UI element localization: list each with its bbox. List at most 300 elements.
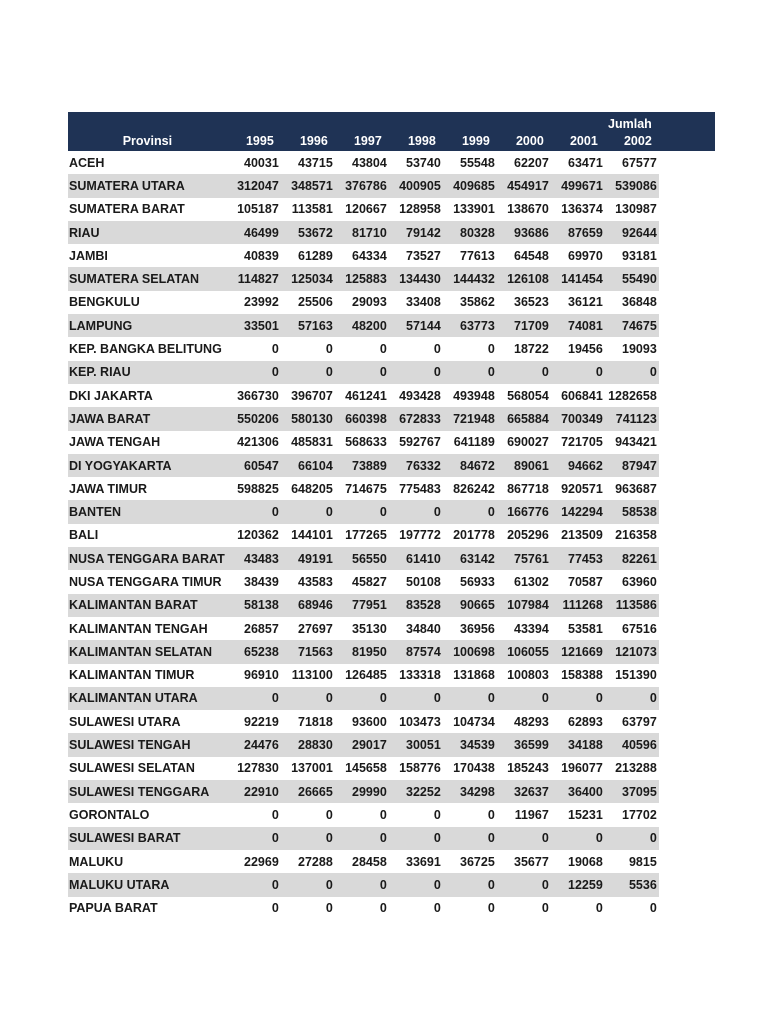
value-cell: 58538 — [605, 500, 659, 523]
value-cell: 700349 — [551, 407, 605, 430]
value-cell: 34840 — [406, 621, 441, 636]
value-cell: 64334 — [352, 248, 387, 263]
value-cell: 35862 — [460, 295, 495, 310]
table-row — [68, 221, 715, 244]
value-cell: 63797 — [622, 714, 657, 729]
empty-cell — [659, 407, 715, 430]
value-cell: 83528 — [389, 594, 443, 617]
value-cell: 107984 — [497, 594, 551, 617]
table-row — [68, 174, 715, 197]
empty-cell — [659, 803, 715, 826]
value-cell: 11967 — [514, 807, 549, 822]
province-cell: JAWA TENGAH — [69, 435, 161, 450]
province-cell: KALIMANTAN SELATAN — [68, 640, 227, 663]
value-cell: 0 — [487, 807, 495, 822]
value-cell: 71563 — [281, 640, 335, 663]
table-row — [68, 640, 715, 663]
value-cell: 213288 — [615, 761, 657, 776]
value-cell: 867718 — [507, 481, 549, 496]
value-cell: 144432 — [443, 267, 497, 290]
empty-cell — [659, 780, 715, 803]
empty-cell — [659, 757, 715, 780]
province-data-table — [68, 112, 715, 920]
value-cell: 0 — [335, 687, 389, 710]
value-cell: 32637 — [497, 780, 551, 803]
value-cell: 0 — [443, 500, 497, 523]
value-cell: 36848 — [622, 295, 657, 310]
value-cell: 69970 — [568, 248, 603, 263]
province-cell: BENGKULU — [69, 295, 140, 310]
table-body — [68, 151, 715, 920]
table-row — [68, 431, 715, 454]
value-cell: 34539 — [443, 733, 497, 756]
value-cell: 12259 — [551, 873, 605, 896]
value-cell: 92219 — [244, 714, 279, 729]
value-cell: 0 — [227, 827, 281, 850]
value-cell: 74675 — [605, 314, 659, 337]
value-cell: 66104 — [281, 454, 335, 477]
value-cell: 62893 — [568, 714, 603, 729]
value-cell: 87659 — [551, 221, 605, 244]
value-cell: 111268 — [551, 594, 605, 617]
value-cell: 68946 — [281, 594, 335, 617]
table-row — [68, 454, 715, 477]
value-cell: 29017 — [335, 733, 389, 756]
province-cell: KALIMANTAN BARAT — [68, 594, 227, 617]
value-cell: 0 — [335, 361, 389, 384]
table-row — [68, 733, 715, 756]
value-cell: 50108 — [406, 574, 441, 589]
value-cell: 0 — [389, 687, 443, 710]
empty-cell — [659, 547, 715, 570]
value-cell: 648205 — [291, 481, 333, 496]
value-cell: 106055 — [497, 640, 551, 663]
value-cell: 137001 — [291, 761, 333, 776]
value-cell: 33408 — [406, 295, 441, 310]
value-cell: 141454 — [551, 267, 605, 290]
value-cell: 61410 — [389, 547, 443, 570]
value-cell: 38439 — [244, 574, 279, 589]
province-cell: JAWA TIMUR — [69, 481, 148, 496]
value-cell: 0 — [389, 361, 443, 384]
value-cell: 27697 — [298, 621, 333, 636]
value-cell: 485831 — [291, 435, 333, 450]
value-cell: 0 — [487, 342, 495, 357]
value-cell: 63142 — [443, 547, 497, 570]
value-cell: 197772 — [399, 528, 441, 543]
value-cell: 400905 — [389, 174, 443, 197]
value-cell: 454917 — [497, 174, 551, 197]
value-cell: 73889 — [335, 454, 389, 477]
value-cell: 22969 — [244, 854, 279, 869]
value-cell: 93181 — [622, 248, 657, 263]
value-cell: 0 — [443, 827, 497, 850]
value-cell: 568054 — [507, 388, 549, 403]
value-cell: 142294 — [551, 500, 605, 523]
value-cell: 0 — [325, 901, 333, 916]
value-cell: 0 — [605, 361, 659, 384]
value-cell: 133318 — [399, 668, 441, 683]
value-cell: 35130 — [352, 621, 387, 636]
table-row — [68, 151, 715, 174]
value-cell: 126485 — [345, 668, 387, 683]
province-cell: MALUKU — [69, 854, 124, 869]
value-cell: 0 — [443, 687, 497, 710]
value-cell: 0 — [281, 873, 335, 896]
value-cell: 0 — [433, 807, 441, 822]
year-column-header: 2000 — [497, 131, 551, 151]
table-row — [68, 710, 715, 733]
value-cell: 63471 — [568, 155, 603, 170]
header-filler — [659, 131, 715, 151]
value-cell: 93686 — [497, 221, 551, 244]
value-cell: 0 — [281, 827, 335, 850]
value-cell: 348571 — [281, 174, 335, 197]
value-cell: 94662 — [551, 454, 605, 477]
value-cell: 196077 — [561, 761, 603, 776]
value-cell: 36121 — [568, 295, 603, 310]
province-cell: JAMBI — [69, 248, 108, 263]
province-cell: SUMATERA UTARA — [68, 174, 227, 197]
table-row — [68, 570, 715, 593]
table-row — [68, 198, 715, 221]
value-cell: 53672 — [281, 221, 335, 244]
value-cell: 81950 — [335, 640, 389, 663]
empty-cell — [659, 291, 715, 314]
empty-cell — [659, 477, 715, 500]
table-row — [68, 850, 715, 873]
value-cell: 90665 — [443, 594, 497, 617]
value-cell: 125034 — [281, 267, 335, 290]
value-cell: 0 — [325, 342, 333, 357]
table-row — [68, 337, 715, 360]
value-cell: 104734 — [453, 714, 495, 729]
value-cell: 0 — [335, 500, 389, 523]
province-cell: KALIMANTAN TIMUR — [69, 668, 195, 683]
table-row — [68, 547, 715, 570]
value-cell: 36599 — [497, 733, 551, 756]
value-cell: 665884 — [497, 407, 551, 430]
value-cell: 89061 — [497, 454, 551, 477]
value-cell: 672833 — [389, 407, 443, 430]
value-cell: 775483 — [399, 481, 441, 496]
empty-cell — [659, 640, 715, 663]
value-cell: 61302 — [514, 574, 549, 589]
empty-cell — [659, 570, 715, 593]
value-cell: 185243 — [507, 761, 549, 776]
value-cell: 24476 — [227, 733, 281, 756]
value-cell: 48293 — [514, 714, 549, 729]
value-cell: 55548 — [460, 155, 495, 170]
value-cell: 0 — [551, 361, 605, 384]
table-row — [68, 500, 715, 523]
empty-cell — [659, 384, 715, 407]
value-cell: 145658 — [345, 761, 387, 776]
value-cell: 580130 — [281, 407, 335, 430]
province-cell: KALIMANTAN UTARA — [68, 687, 227, 710]
value-cell: 43394 — [514, 621, 549, 636]
value-cell: 133901 — [453, 202, 495, 217]
value-cell: 35677 — [514, 854, 549, 869]
value-cell: 127830 — [237, 761, 279, 776]
value-cell: 37095 — [605, 780, 659, 803]
value-cell: 0 — [335, 873, 389, 896]
empty-cell — [659, 244, 715, 267]
year-column-header: 1998 — [389, 131, 443, 151]
value-cell: 23992 — [244, 295, 279, 310]
value-cell: 0 — [551, 827, 605, 850]
empty-cell — [659, 827, 715, 850]
province-cell: SULAWESI BARAT — [68, 827, 227, 850]
value-cell: 0 — [433, 901, 441, 916]
value-cell: 58138 — [227, 594, 281, 617]
empty-cell — [659, 850, 715, 873]
province-cell: KEP. BANGKA BELITUNG — [69, 342, 222, 357]
year-column-header: 1996 — [281, 131, 335, 151]
table-row — [68, 477, 715, 500]
value-cell: 77613 — [460, 248, 495, 263]
value-cell: 0 — [227, 873, 281, 896]
value-cell: 28458 — [352, 854, 387, 869]
value-cell: 93600 — [352, 714, 387, 729]
value-cell: 741123 — [605, 407, 659, 430]
table-row — [68, 244, 715, 267]
value-cell: 33501 — [227, 314, 281, 337]
empty-cell — [659, 174, 715, 197]
province-column-header: Provinsi — [68, 131, 227, 151]
value-cell: 29093 — [352, 295, 387, 310]
value-cell: 598825 — [237, 481, 279, 496]
province-cell: KALIMANTAN TENGAH — [69, 621, 208, 636]
value-cell: 641189 — [453, 435, 495, 450]
value-cell: 0 — [379, 342, 387, 357]
table-row — [68, 803, 715, 826]
value-cell: 138670 — [507, 202, 549, 217]
value-cell: 0 — [605, 827, 659, 850]
value-cell: 113100 — [291, 668, 333, 683]
province-cell: DKI JAKARTA — [69, 388, 153, 403]
value-cell: 15231 — [568, 807, 603, 822]
table-row — [68, 757, 715, 780]
value-cell: 136374 — [561, 202, 603, 217]
value-cell: 113581 — [291, 202, 333, 217]
table-row — [68, 617, 715, 640]
province-cell: NUSA TENGGARA BARAT — [68, 547, 227, 570]
empty-cell — [659, 151, 715, 174]
value-cell: 70587 — [568, 574, 603, 589]
value-cell: 826242 — [453, 481, 495, 496]
value-cell: 396707 — [291, 388, 333, 403]
value-cell: 0 — [379, 807, 387, 822]
value-cell: 73527 — [406, 248, 441, 263]
value-cell: 409685 — [443, 174, 497, 197]
value-cell: 158388 — [561, 668, 603, 683]
table-row — [68, 687, 715, 710]
year-column-header: 1995 — [227, 131, 281, 151]
value-cell: 43483 — [227, 547, 281, 570]
value-cell: 568633 — [345, 435, 387, 450]
province-cell: SULAWESI TENGGARA — [68, 780, 227, 803]
value-cell: 17702 — [622, 807, 657, 822]
value-cell: 120667 — [345, 202, 387, 217]
value-cell: 32252 — [389, 780, 443, 803]
value-cell: 0 — [497, 873, 551, 896]
empty-cell — [659, 733, 715, 756]
value-cell: 539086 — [605, 174, 659, 197]
value-cell: 79142 — [389, 221, 443, 244]
value-cell: 493948 — [453, 388, 495, 403]
table-row — [68, 361, 715, 384]
value-cell: 963687 — [615, 481, 657, 496]
value-cell: 144101 — [291, 528, 333, 543]
value-cell: 71709 — [497, 314, 551, 337]
value-cell: 19093 — [622, 342, 657, 357]
value-cell: 0 — [595, 901, 603, 916]
value-cell: 0 — [487, 901, 495, 916]
value-cell: 92644 — [605, 221, 659, 244]
jumlah-header: Jumlah — [605, 112, 659, 131]
table-row — [68, 664, 715, 687]
table-row — [68, 291, 715, 314]
value-cell: 721948 — [443, 407, 497, 430]
value-cell: 158776 — [399, 761, 441, 776]
value-cell: 96910 — [244, 668, 279, 683]
value-cell: 125883 — [335, 267, 389, 290]
empty-cell — [659, 594, 715, 617]
value-cell: 43583 — [298, 574, 333, 589]
table-row — [68, 873, 715, 896]
value-cell: 49191 — [281, 547, 335, 570]
value-cell: 80328 — [443, 221, 497, 244]
value-cell: 550206 — [227, 407, 281, 430]
province-cell: DI YOGYAKARTA — [68, 454, 227, 477]
value-cell: 0 — [497, 361, 551, 384]
province-cell: RIAU — [68, 221, 227, 244]
value-cell: 0 — [227, 500, 281, 523]
value-cell: 0 — [281, 687, 335, 710]
value-cell: 40031 — [244, 155, 279, 170]
value-cell: 0 — [389, 873, 443, 896]
province-cell: NUSA TENGGARA TIMUR — [69, 574, 222, 589]
value-cell: 28830 — [281, 733, 335, 756]
value-cell: 81710 — [335, 221, 389, 244]
value-cell: 216358 — [615, 528, 657, 543]
empty-cell — [659, 431, 715, 454]
value-cell: 67516 — [622, 621, 657, 636]
value-cell: 63773 — [443, 314, 497, 337]
province-cell: SULAWESI TENGAH — [68, 733, 227, 756]
table-header — [68, 112, 715, 151]
empty-cell — [659, 198, 715, 221]
value-cell: 76332 — [389, 454, 443, 477]
value-cell: 61289 — [298, 248, 333, 263]
value-cell: 421306 — [237, 435, 279, 450]
value-cell: 56550 — [335, 547, 389, 570]
value-cell: 166776 — [497, 500, 551, 523]
value-cell: 67577 — [622, 155, 657, 170]
year-column-header: 1999 — [443, 131, 497, 151]
value-cell: 33691 — [406, 854, 441, 869]
value-cell: 22910 — [227, 780, 281, 803]
table-row — [68, 594, 715, 617]
value-cell: 43804 — [352, 155, 387, 170]
value-cell: 690027 — [507, 435, 549, 450]
value-cell: 0 — [443, 361, 497, 384]
table-row — [68, 314, 715, 337]
value-cell: 82261 — [605, 547, 659, 570]
table-row — [68, 524, 715, 547]
value-cell: 114827 — [227, 267, 281, 290]
value-cell: 57163 — [281, 314, 335, 337]
value-cell: 205296 — [507, 528, 549, 543]
table-row — [68, 780, 715, 803]
province-cell: BALI — [69, 528, 99, 543]
value-cell: 53740 — [406, 155, 441, 170]
value-cell: 43715 — [298, 155, 333, 170]
value-cell: 0 — [605, 687, 659, 710]
province-cell: SUMATERA SELATAN — [68, 267, 227, 290]
value-cell: 62207 — [514, 155, 549, 170]
value-cell: 56933 — [460, 574, 495, 589]
empty-cell — [659, 454, 715, 477]
value-cell: 177265 — [345, 528, 387, 543]
value-cell: 376786 — [335, 174, 389, 197]
value-cell: 312047 — [227, 174, 281, 197]
value-cell: 36956 — [460, 621, 495, 636]
value-cell: 131868 — [453, 668, 495, 683]
empty-cell — [659, 361, 715, 384]
value-cell: 461241 — [345, 388, 387, 403]
value-cell: 592767 — [399, 435, 441, 450]
value-cell: 9815 — [628, 854, 657, 869]
value-cell: 105187 — [237, 202, 279, 217]
value-cell: 55490 — [605, 267, 659, 290]
value-cell: 151390 — [615, 668, 657, 683]
value-cell: 25506 — [298, 295, 333, 310]
province-cell: JAWA BARAT — [68, 407, 227, 430]
province-cell: ACEH — [69, 155, 105, 170]
value-cell: 0 — [649, 901, 657, 916]
table-row — [68, 897, 715, 920]
value-cell: 5536 — [605, 873, 659, 896]
province-cell: SULAWESI SELATAN — [69, 761, 195, 776]
empty-cell — [659, 664, 715, 687]
value-cell: 71818 — [298, 714, 333, 729]
empty-cell — [659, 617, 715, 640]
value-cell: 0 — [443, 873, 497, 896]
province-cell: PAPUA BARAT — [69, 901, 158, 916]
value-cell: 0 — [541, 901, 549, 916]
value-cell: 0 — [271, 807, 279, 822]
value-cell: 65238 — [227, 640, 281, 663]
province-cell: BANTEN — [68, 500, 227, 523]
value-cell: 134430 — [389, 267, 443, 290]
value-cell: 30051 — [389, 733, 443, 756]
value-cell: 213509 — [561, 528, 603, 543]
value-cell: 40596 — [605, 733, 659, 756]
value-cell: 714675 — [345, 481, 387, 496]
value-cell: 499671 — [551, 174, 605, 197]
table-row — [68, 384, 715, 407]
empty-cell — [659, 314, 715, 337]
province-cell: GORONTALO — [69, 807, 150, 822]
year-column-header: 2001 — [551, 131, 605, 151]
value-cell: 660398 — [335, 407, 389, 430]
value-cell: 19068 — [568, 854, 603, 869]
value-cell: 18722 — [514, 342, 549, 357]
value-cell: 920571 — [561, 481, 603, 496]
value-cell: 113586 — [605, 594, 659, 617]
